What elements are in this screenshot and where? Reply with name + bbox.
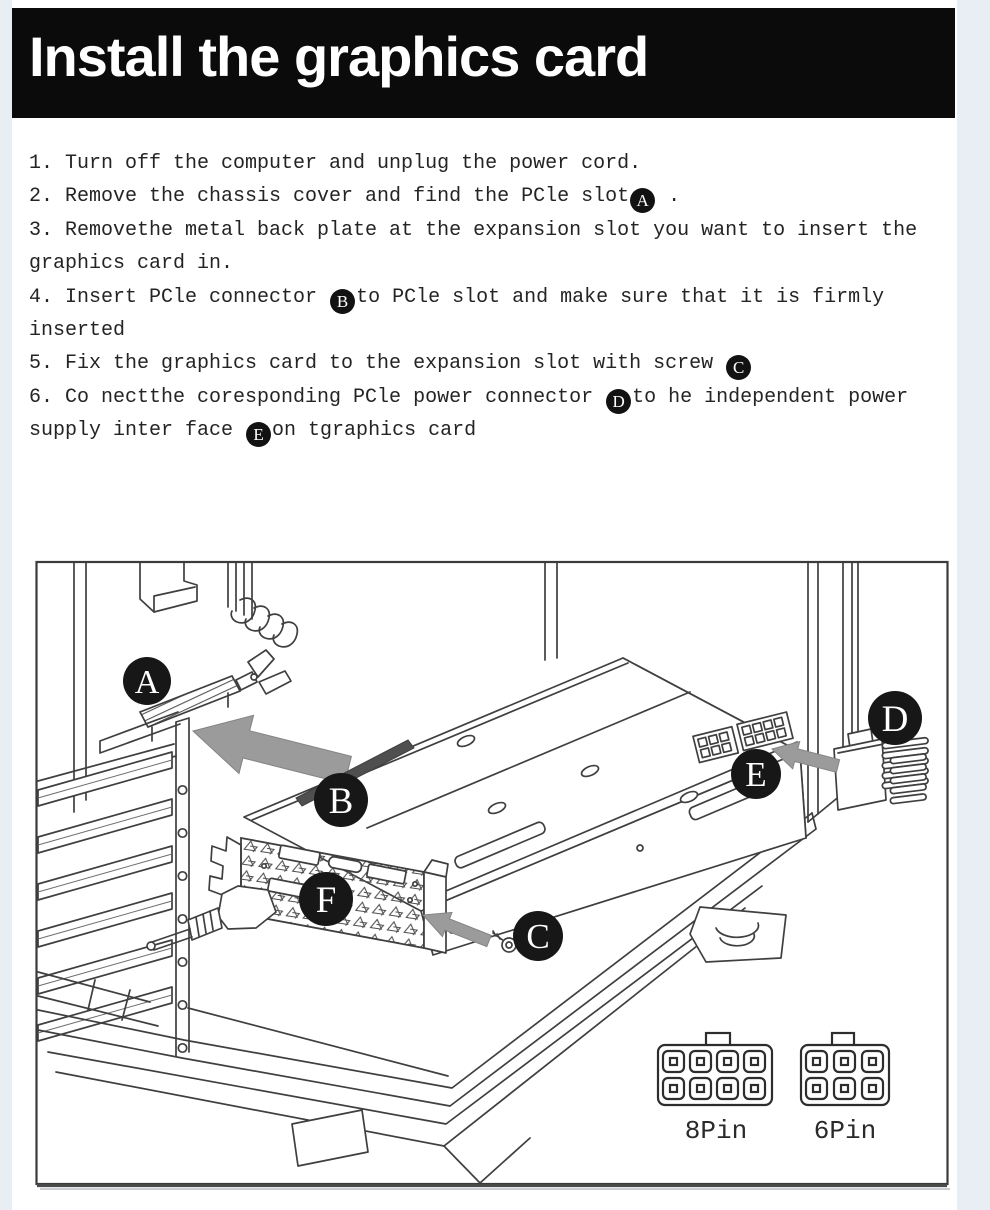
8pin-label: 8Pin — [684, 1116, 748, 1146]
callout-e-label: E — [745, 755, 767, 794]
instruction-text: 1. Turn off the computer and unplug the power cord. — [29, 152, 642, 175]
instruction-text: to PCle slot and make sure that it is firmly — [356, 285, 885, 309]
instruction-text: graphics card in. — [29, 252, 234, 276]
callout-c-label: C — [526, 917, 550, 956]
step-badge-a: A — [630, 188, 655, 213]
page-title: Install the graphics card — [29, 25, 649, 88]
instruction-text: supply inter face — [29, 419, 246, 443]
instruction-text: to he independent power — [632, 385, 909, 409]
instruction-text: 3. Removethe metal back plate at the expansion slot you want to insert the — [29, 218, 918, 242]
step-badge-c: C — [726, 355, 751, 380]
step-badge-d: D — [606, 389, 631, 414]
6pin-label: 6Pin — [813, 1116, 877, 1146]
instruction-text: 5. Fix the graphics card to the expansion slot with screw — [29, 352, 726, 376]
instruction-text: on tgraphics card — [272, 419, 477, 443]
instruction-text: 6. Co nectthe coresponding PCle power connector — [29, 385, 606, 409]
instruction-text: 4. Insert PCle connector — [29, 285, 330, 309]
step-badge-b: B — [330, 289, 355, 314]
instruction-text: inserted — [29, 319, 126, 343]
case-foot — [690, 907, 786, 962]
instruction-text: . — [656, 185, 681, 209]
step-badge-e: E — [246, 422, 271, 447]
callout-a-label: A — [134, 664, 160, 701]
callout-b-label: B — [328, 781, 354, 822]
instruction-text: 2. Remove the chassis cover and find the PCle slot — [29, 185, 630, 209]
callout-f-label: F — [315, 880, 337, 921]
callout-d-label: D — [881, 699, 909, 740]
